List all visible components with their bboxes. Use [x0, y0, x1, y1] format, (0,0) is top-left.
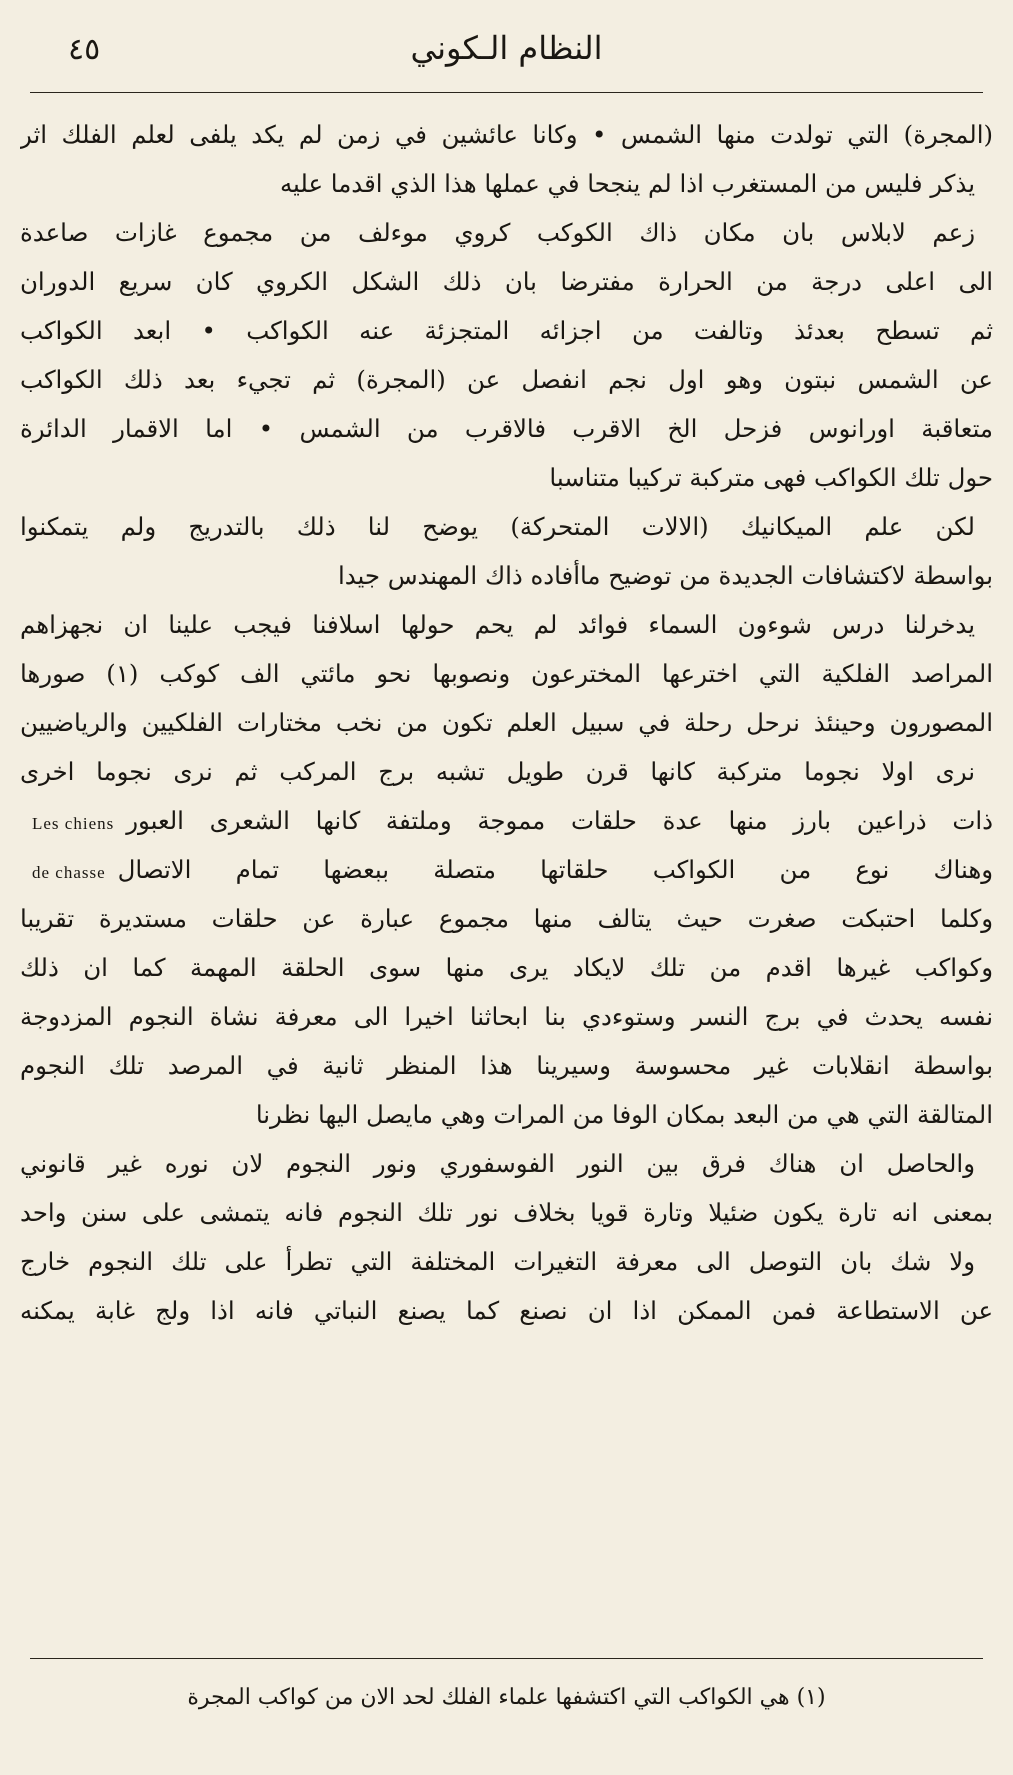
text-line	[20, 306, 993, 355]
text-line-content: عن الاستطاعة فمن الممكن اذا ان نصنع كما يصنع النباتي فانه اذا ولج غابة يمكنه	[20, 1296, 993, 1325]
page-header	[40, 20, 973, 80]
text-line-content: المصورون وحينئذ نرحل رحلة في سبيل العلم تكون من نخب مختارات الفلكيين والرياضيين	[20, 708, 993, 737]
text-line	[20, 698, 993, 747]
text-line	[20, 502, 993, 551]
latin-term: de chasse	[32, 863, 106, 882]
text-line-content: وكلما احتبكت صغرت حيث يتالف منها مجموع عبارة عن حلقات مستديرة تقريبا	[20, 904, 993, 933]
footnote-rule	[30, 1658, 983, 1659]
text-line	[20, 1237, 993, 1286]
text-line-content: حول تلك الكواكب فهى متركبة تركيبا متناسبا	[549, 463, 993, 492]
footnote: (١) هي الكواكب التي اكتشفها علماء الفلك لحد الان من كواكب المجرة	[187, 1685, 826, 1710]
text-line-content: بواسطة لاكتشافات الجديدة من توضيح ماأفاده ذاك المهندس جيدا	[337, 561, 993, 590]
text-line-content: نفسه يحدث في برج النسر وستوءدي بنا ابحاثنا اخيرا الى معرفة نشاة النجوم المزدوجة	[20, 1002, 993, 1031]
text-line	[20, 453, 993, 502]
text-line	[20, 1139, 993, 1188]
page-number: ٤٥	[68, 32, 101, 67]
text-line-content: لكن علم الميكانيك (الالات المتحركة) يوضح لنا ذلك بالتدريج ولم يتمكنوا	[20, 512, 975, 541]
text-line-content: المراصد الفلكية التي اخترعها المخترعون ونصوبها نحو مائتي الف كوكب (١) صورها	[20, 659, 993, 688]
text-line-content: (المجرة) التي تولدت منها الشمس • وكانا عائشين في زمن لم يكد يلفى لعلم الفلك اثر	[20, 120, 993, 149]
text-line	[20, 404, 993, 453]
text-line	[20, 1090, 993, 1139]
text-line-content: ولا شك بان التوصل الى معرفة التغيرات المختلفة التي تطرأ على تلك النجوم خارج	[20, 1247, 975, 1276]
text-line	[20, 159, 993, 208]
text-line	[20, 600, 993, 649]
text-line	[20, 551, 993, 600]
text-line-content: نرى اولا نجوما متركبة كانها قرن طويل تشبه برج المركب ثم نرى نجوما اخرى	[20, 757, 975, 786]
text-line	[20, 110, 993, 159]
text-line-content: والحاصل ان هناك فرق بين النور الفوسفوري ونور النجوم لان نوره غير قانوني	[20, 1149, 975, 1178]
text-line-content: ذات ذراعين بارز منها عدة حلقات مموجة وملتفة كانها الشعرى العبور	[126, 806, 993, 835]
text-line	[20, 992, 993, 1041]
header-rule	[30, 92, 983, 93]
text-line-content: المتالقة التي هي من البعد بمكان الوفا من المرات وهي مايصل اليها نظرنا	[255, 1100, 993, 1129]
text-line-content: بمعنى انه تارة يكون ضئيلا وتارة قويا بخلاف نور تلك النجوم فانه يتمشى على سنن واحد	[20, 1198, 993, 1227]
text-line-content: ثم تسطح بعدئذ وتالفت من اجزائه المتجزئة عنه الكواكب • ابعد الكواكب	[20, 316, 993, 345]
text-line	[20, 1041, 993, 1090]
text-line-content: عن الشمس نبتون وهو اول نجم انفصل عن (المجرة) ثم تجيء بعد ذلك الكواكب	[20, 365, 993, 394]
text-line	[20, 943, 993, 992]
text-line-content: متعاقبة اورانوس فزحل الخ الاقرب فالاقرب من الشمس • اما الاقمار الدائرة	[20, 414, 993, 443]
text-line-content: زعم لابلاس بان مكان ذاك الكوكب كروي موءلف من مجموع غازات صاعدة	[20, 218, 975, 247]
text-line-content: يدخرلنا درس شوءون السماء فوائد لم يحم حولها اسلافنا فيجب علينا ان نجهزاهم	[20, 610, 975, 639]
text-line	[20, 747, 993, 796]
text-line-content: وكواكب غيرها اقدم من تلك لايكاد يرى منها سوى الحلقة المهمة كما ان ذلك	[20, 953, 993, 982]
text-line	[20, 208, 993, 257]
text-line-content: يذكر فليس من المستغرب اذا لم ينجحا في عملها هذا الذي اقدما عليه	[279, 169, 975, 198]
running-title: النظام الـكوني	[410, 29, 603, 67]
text-line-content: الى اعلى درجة من الحرارة مفترضا بان ذلك الشكل الكروي كان سريع الدوران	[20, 267, 993, 296]
body-text	[20, 110, 993, 1335]
text-line-content: وهناك نوع من الكواكب حلقاتها متصلة ببعضها تمام الاتصال	[117, 855, 993, 884]
latin-term: Les chiens	[32, 814, 115, 833]
text-line	[20, 355, 993, 404]
text-line	[20, 845, 993, 894]
text-line-content: بواسطة انقلابات غير محسوسة وسيرينا هذا المنظر ثانية في المرصد تلك النجوم	[20, 1051, 993, 1080]
text-line	[20, 257, 993, 306]
text-line	[20, 894, 993, 943]
text-line	[20, 1286, 993, 1335]
text-line	[20, 1188, 993, 1237]
text-line	[20, 649, 993, 698]
text-line	[20, 796, 993, 845]
